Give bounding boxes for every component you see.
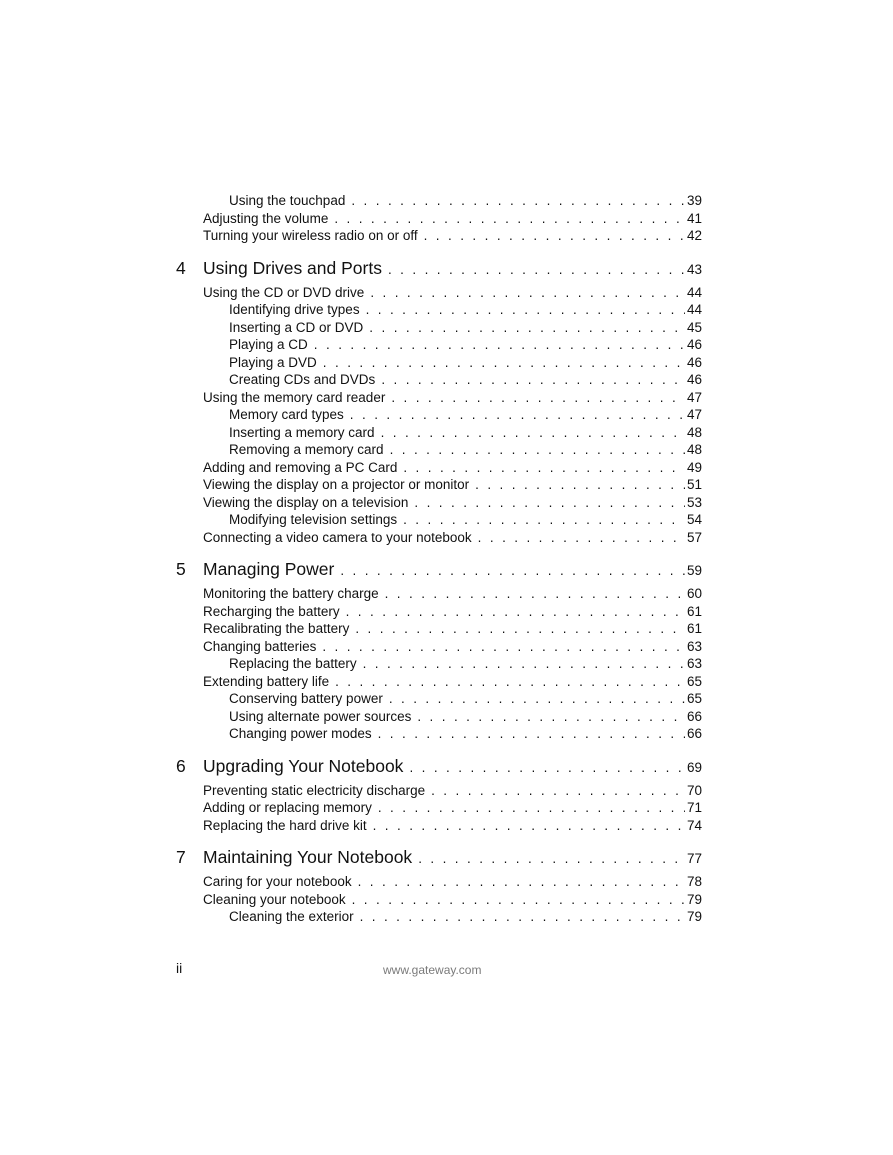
- chapter-title: Using Drives and Ports: [203, 257, 382, 278]
- toc-entry[interactable]: Recharging the battery . . . 61: [176, 603, 702, 621]
- dot-leader: [417, 708, 685, 726]
- toc-entry[interactable]: Adjusting the volume . . . 41: [176, 210, 702, 228]
- toc-entry[interactable]: Inserting a memory card . . . 48: [176, 424, 702, 442]
- chapter-number: 5: [176, 559, 186, 579]
- chapter-heading[interactable]: [176, 558, 702, 582]
- dot-leader: [314, 336, 685, 354]
- dot-leader: [475, 476, 685, 494]
- chapter-page: 59: [686, 563, 702, 578]
- toc-chapter-4: [176, 257, 702, 547]
- dot-leader: [335, 673, 685, 691]
- dot-leader: [409, 757, 685, 779]
- toc-entry[interactable]: Cleaning your notebook . . . 79: [176, 891, 702, 909]
- toc-entry[interactable]: Turning your wireless radio on or off . . . 42: [176, 227, 702, 245]
- footer-url: www.gateway.com: [383, 963, 482, 977]
- chapter-number: 4: [176, 257, 186, 278]
- toc-entry[interactable]: Preventing static electricity discharge . . . 70: [176, 782, 702, 800]
- toc-entry[interactable]: Creating CDs and DVDs . . . 46: [176, 371, 702, 389]
- dot-leader: [346, 603, 685, 621]
- dot-leader: [369, 319, 685, 337]
- toc-entry[interactable]: Cleaning the exterior . . . 79: [176, 908, 702, 926]
- chapter-title: Managing Power: [203, 559, 335, 579]
- toc-entry[interactable]: Using the memory card reader . . . 47: [176, 389, 702, 407]
- dot-leader: [370, 284, 685, 302]
- dot-leader: [360, 908, 685, 926]
- toc-entry[interactable]: Changing power modes . . . 66: [176, 725, 702, 743]
- dot-leader: [352, 891, 685, 909]
- toc-entry[interactable]: Modifying television settings . . . 54: [176, 511, 702, 529]
- dot-leader: [385, 585, 685, 603]
- dot-leader: [391, 389, 685, 407]
- dot-leader: [381, 424, 685, 442]
- chapter-page: 43: [686, 261, 702, 277]
- toc-chapter-6: [176, 755, 702, 835]
- dot-leader: [431, 782, 685, 800]
- toc-entry[interactable]: Recalibrating the battery . . . 61: [176, 620, 702, 638]
- dot-leader: [378, 799, 685, 817]
- dot-leader: [355, 620, 685, 638]
- toc-entry[interactable]: Inserting a CD or DVD . . . 45: [176, 319, 702, 337]
- dot-leader: [478, 529, 685, 547]
- dot-leader: [403, 459, 685, 477]
- dot-leader: [363, 655, 685, 673]
- chapter-page: 69: [686, 759, 702, 775]
- toc-entry[interactable]: Using the CD or DVD drive . . . 44: [176, 284, 702, 302]
- dot-leader: [418, 848, 685, 870]
- chapter-title: Upgrading Your Notebook: [203, 755, 404, 776]
- toc-entry[interactable]: Extending battery life . . . 65: [176, 673, 702, 691]
- toc-entry[interactable]: Changing batteries . . . 63: [176, 638, 702, 656]
- dot-leader: [322, 638, 685, 656]
- toc-entry[interactable]: Adding and removing a PC Card . . . 49: [176, 459, 702, 477]
- toc-entry[interactable]: Replacing the hard drive kit . . . 74: [176, 817, 702, 835]
- dot-leader: [373, 817, 685, 835]
- dot-leader: [351, 192, 685, 210]
- toc-entry[interactable]: Caring for your notebook . . . 78: [176, 873, 702, 891]
- footer-page-number: ii: [176, 960, 183, 976]
- dot-leader: [390, 441, 685, 459]
- dot-leader: [388, 259, 685, 281]
- chapter-title: Maintaining Your Notebook: [203, 847, 413, 867]
- toc-entry[interactable]: Memory card types . . . 47: [176, 406, 702, 424]
- dot-leader: [334, 210, 685, 228]
- dot-leader: [350, 406, 685, 424]
- toc-chapter-7: [176, 846, 702, 926]
- toc-entry[interactable]: Identifying drive types . . . 44: [176, 301, 702, 319]
- toc-entry[interactable]: Playing a DVD . . . 46: [176, 354, 702, 372]
- dot-leader: [378, 725, 685, 743]
- toc-entry[interactable]: Viewing the display on a television . . . 53: [176, 494, 702, 512]
- chapter-number: 6: [176, 755, 186, 776]
- dot-leader: [381, 371, 685, 389]
- dot-leader: [323, 354, 685, 372]
- chapter-number: 7: [176, 847, 186, 867]
- dot-leader: [340, 560, 685, 582]
- dot-leader: [424, 227, 685, 245]
- dot-leader: [366, 301, 685, 319]
- chapter-heading[interactable]: [176, 846, 702, 870]
- toc-entry[interactable]: Connecting a video camera to your notebook . . . 57: [176, 529, 702, 547]
- toc-entry[interactable]: Monitoring the battery charge . . . 60: [176, 585, 702, 603]
- dot-leader: [389, 690, 685, 708]
- chapter-heading[interactable]: [176, 755, 702, 779]
- toc-continued-section: [176, 192, 702, 245]
- dot-leader: [358, 873, 685, 891]
- toc-chapter-5: [176, 558, 702, 743]
- toc-entry[interactable]: Using alternate power sources . . . 66: [176, 708, 702, 726]
- toc-entry[interactable]: Playing a CD . . . 46: [176, 336, 702, 354]
- table-of-contents: [176, 192, 702, 936]
- toc-entry[interactable]: Replacing the battery . . . 63: [176, 655, 702, 673]
- dot-leader: [403, 511, 685, 529]
- toc-entry[interactable]: Removing a memory card . . . 48: [176, 441, 702, 459]
- toc-entry[interactable]: Conserving battery power . . . 65: [176, 690, 702, 708]
- toc-entry[interactable]: Using the touchpad . . . 39: [176, 192, 702, 210]
- chapter-page: 77: [686, 851, 702, 866]
- chapter-heading[interactable]: [176, 257, 702, 281]
- toc-entry[interactable]: Viewing the display on a projector or monitor . . . 51: [176, 476, 702, 494]
- dot-leader: [414, 494, 685, 512]
- toc-entry[interactable]: Adding or replacing memory . . . 71: [176, 799, 702, 817]
